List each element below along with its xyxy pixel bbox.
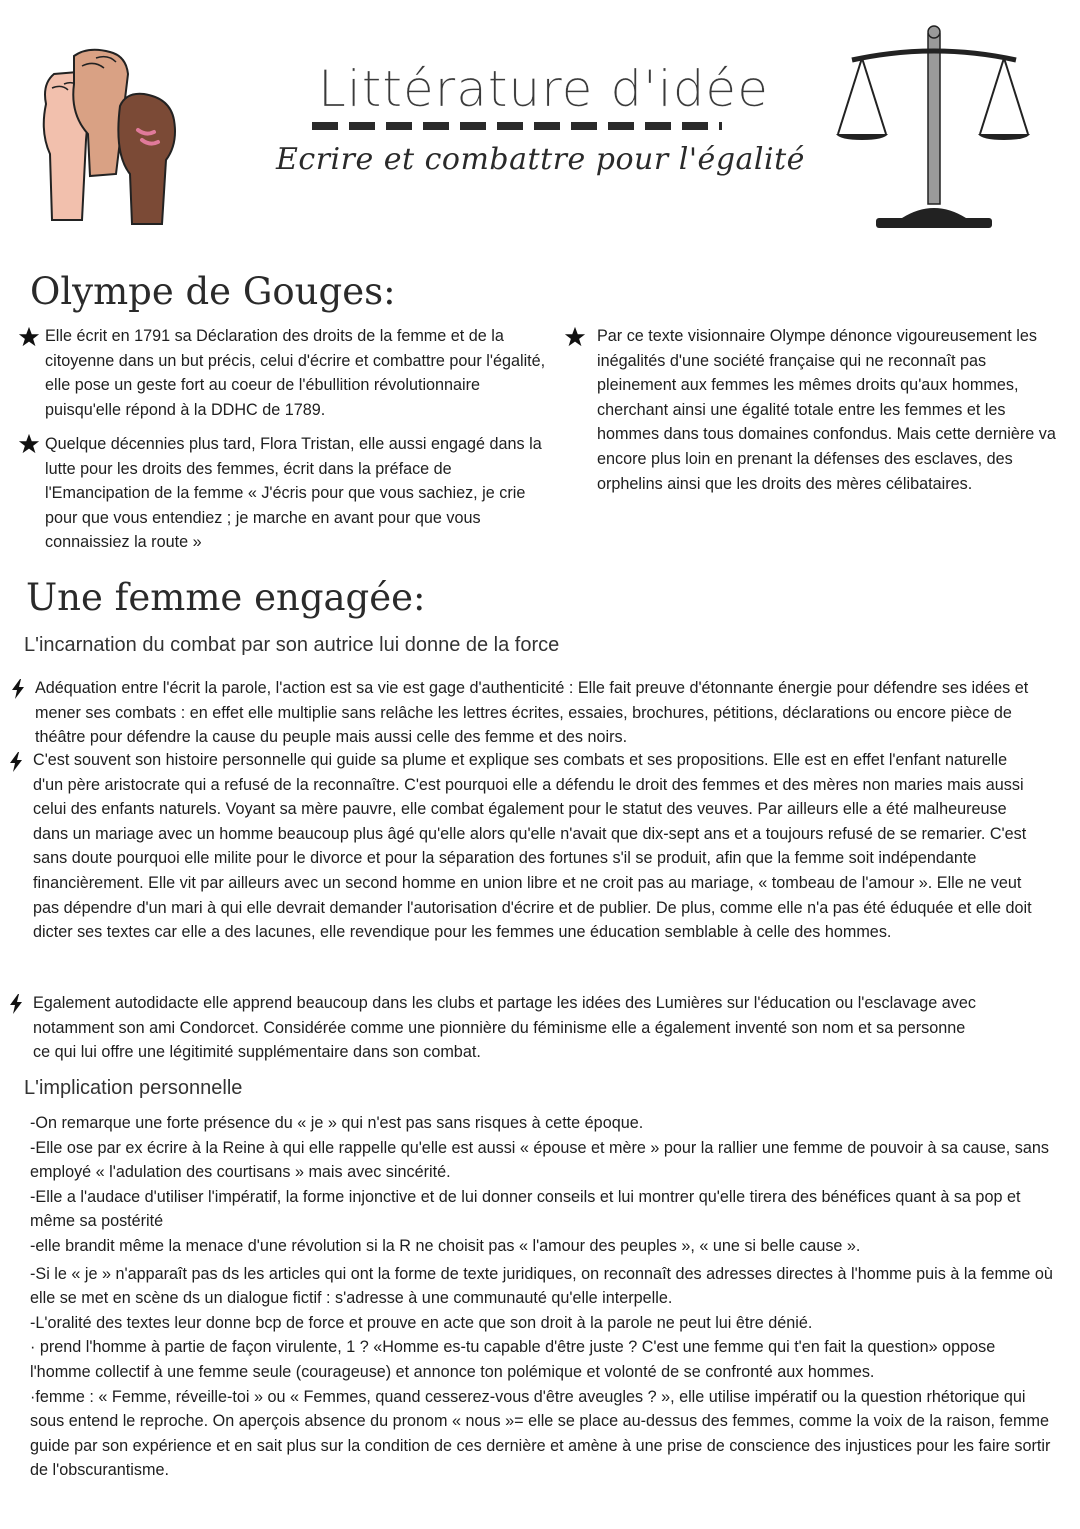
implication-line: -elle brandit même la menace d'une révolution si la R ne choisit pas « l'amour des peuples », « une si belle cause ». [30, 1236, 861, 1255]
implication-line: -Elle a l'audace d'utiliser l'impératif, la forme injonctive et de lui donner conseils et lui montrer qu'elle tirera des bénéfices quant à sa pop et même sa postérité [30, 1187, 1021, 1231]
fist-dark-icon [118, 94, 175, 224]
engagee-bullet-3: Egalement autodidacte elle apprend beaucoup dans les clubs et partage les idées des Lumières sur l'éducation ou l'esclavage avec notamment son ami Condorcet. Considérée comme une pionnière du féminisme elle a également inventé son nom et sa personne ce qui lui offre une légitimité supplémentaire dans son combat. [33, 994, 976, 1062]
section-heading-femme-engagee: Une femme engagée: [26, 576, 426, 619]
olympe-bullet-2: Quelque décennies plus tard, Flora Tristan, elle aussi engagé dans la lutte pour les droits des femmes, écrit dans la préface de l'Emancipation de la femme « J'écris pour que vous sachiez, je crie pour que vous entendiez ; je marche en avant pour que vous connaissiez la route » [45, 435, 542, 552]
engagee-bullet-1: Adéquation entre l'écrit la parole, l'action est sa vie est gage d'authenticité : Elle fait preuve d'étonnante énergie pour défendre ses idées et mener ses combats : en effet elle multiplie sans relâche les lettres écrites, essaies, brochures, pétitions, déclarations ou encore pièce de théâtre pour défendre la cause du peuple mais aussi celle des femme et des noirs. [35, 679, 1029, 747]
implication-line: -L'oralité des textes leur donne bcp de force et prouve en acte que son droit à la parole ne peut lui être dénié. [30, 1313, 813, 1332]
star-bullet-icon [18, 433, 40, 455]
engagee-bullet-2: C'est souvent son histoire personnelle qui guide sa plume et explique ses combats et ses propositions. Elle est en effet l'enfant naturelle d'un père aristocrate qui a refusé de la reconnaître. C'est pourquoi elle a défendu le droit des femmes et des mères non maries mais aussi celui des enfants naturels. Voyant sa mère pauvre, elle combat également pour le statut des veuves. Par ailleurs elle a été malheureuse dans un mariage avec un homme beaucoup plus âgé qu'elle alors qu'elle n'avait que dix-sept ans et a toujours refusé de se remarier. C'est sans doute pourquoi elle milite pour le divorce et pour la séparation des fortunes s'il se produit, afin que la femme soit indépendante financièrement. Elle vit par ailleurs avec un second homme en union libre et ne croit pas au mariage, « tombeau de l'amour ». Elle ne veut pas dépendre d'un mari à qui elle devrait demander l'autorisation d'écrire et de publier. De plus, comme elle n'a pas été éduquée et elle doit dicter ses textes car elle a des lacunes, elle revendique pour les femmes une éducation semblable à celle des hommes. [33, 751, 1032, 942]
page-title: Littérature d'idée [318, 60, 769, 118]
page-subtitle: Ecrire et combattre pour l'égalité [276, 142, 805, 177]
implication-line: -Elle ose par ex écrire à la Reine à qui elle rappelle qu'elle est aussi « épouse et mère » pour la rallier une femme de pouvoir à sa cause, sans employé « l'adulation des courtisans » mais avec sincérité. [30, 1138, 1049, 1182]
implication-line: · prend l'homme à partie de façon virulente, 1 ? «Homme es-tu capable d'être juste ? C'est une femme qui t'en fait la question» oppose l'homme collectif à une femme seule (courageuse) et annonce ton polémique et volonté de se confronté aux hommes. [30, 1338, 996, 1381]
lightning-bullet-icon [10, 679, 26, 699]
implication-line: -Si le « je » n'apparaît pas ds les articles qui ont la forme de texte juridiques, on reconnaît des adresses directes à l'homme puis à la femme où elle se met en scène ds un dialogue fictif : s'adresse à une communauté qu'elle interpelle. [30, 1264, 1053, 1308]
implication-list [30, 1111, 1060, 1483]
implication-line: ·femme : « Femme, réveille-toi » ou « Femmes, quand cesserez-vous d'être aveugles ? », elle utilise impératif ou la question rhétorique qui sous entend le reproche. On aperçois absence du pronom « nous »= elle se place au-dessus des femmes, comme la voix de la raison, femme guide par son expérience et en sait plus sur la condition de ces dernière et amène à une prise de conscience des injustices pour les faire sortir de l'obscurantisme. [30, 1387, 1051, 1480]
scales-of-justice-icon [832, 22, 1034, 236]
section-subheading-incarnation: L'incarnation du combat par son autrice lui donne de la force [24, 634, 560, 656]
olympe-bullet-right: Par ce texte visionnaire Olympe dénonce vigoureusement les inégalités d'une société française qui ne reconnaît pas pleinement aux femmes les mêmes droits qu'aux hommes, cherchant ainsi une égalité totale entre les femmes et les hommes dans tous domaines confondus. Mais cette dernière va encore plus loin en prenant la défenses des esclaves, des orphelins ainsi que les droits des mères célibataires. [597, 327, 1056, 493]
lightning-bullet-icon [8, 752, 24, 772]
lightning-bullet-icon [8, 994, 24, 1014]
olympe-bullet-1: Elle écrit en 1791 sa Déclaration des droits de la femme et de la citoyenne dans un but précis, celui d'écrire et combattre pour l'égalité, elle pose un geste fort au coeur de l'ébullition révolutionnaire puisqu'elle répond à la DDHC de 1789. [45, 327, 546, 419]
implication-line: -On remarque une forte présence du « je » qui n'est pas sans risques à cette époque. [30, 1114, 644, 1132]
star-bullet-icon [564, 326, 586, 348]
section-subheading-implication: L'implication personnelle [24, 1077, 243, 1099]
raised-fists-illustration [34, 44, 184, 229]
section-heading-olympe: Olympe de Gouges: [30, 270, 396, 313]
title-dashed-divider [312, 122, 722, 130]
star-bullet-icon [18, 326, 40, 348]
